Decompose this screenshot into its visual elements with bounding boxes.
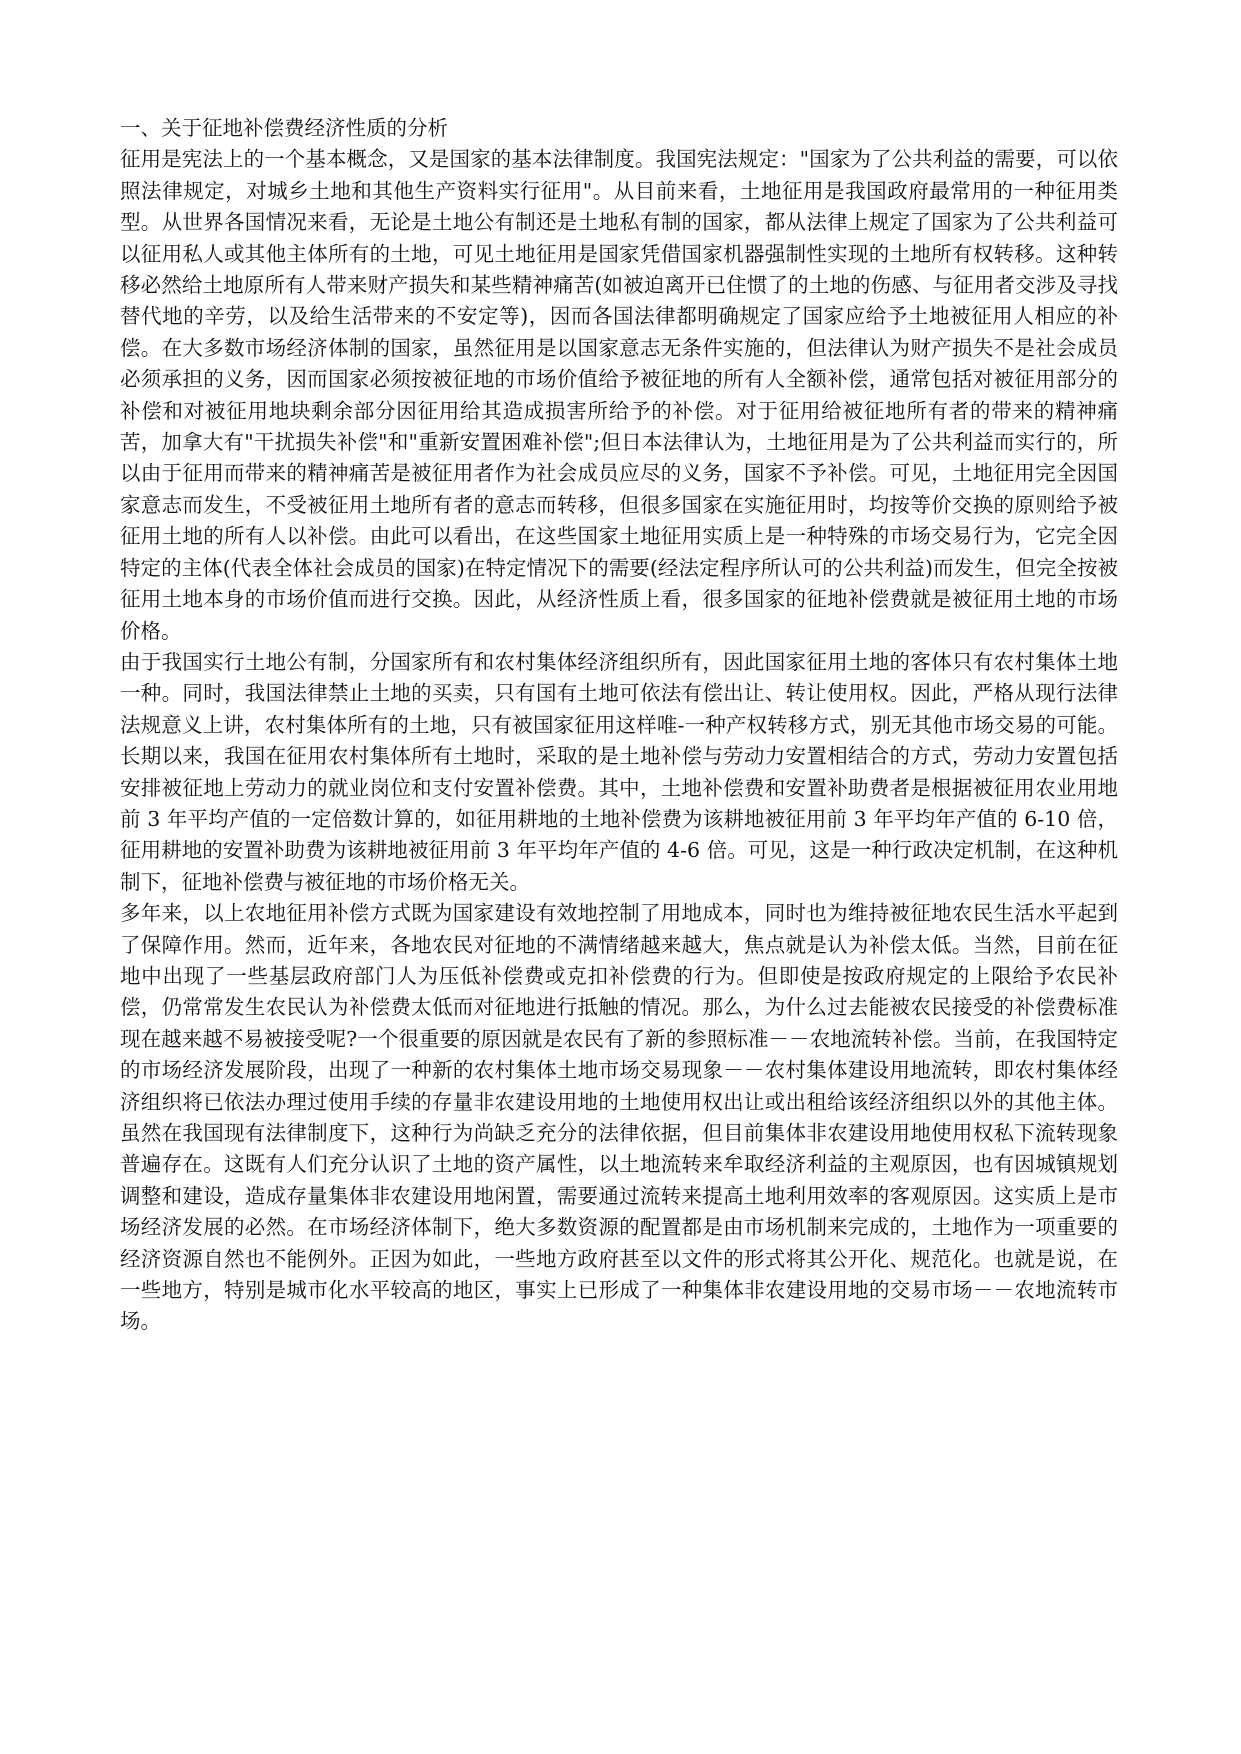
paragraph-1: 征用是宪法上的一个基本概念，又是国家的基本法律制度。我国宪法规定："国家为了公共利益的需要，可以依照法律规定，对城乡土地和其他生产资料实行征用"。从目前来看，土地征用是我国政府最常用的一种征用类型。从世界各国情况来看，无论是土地公有制还是土地私有制的国家，都从法律上规定了国家为了公共利益可以征用私人或其他主体所有的土地，可见土地征用是国家凭借国家机器强制性实现的土地所有权转移。这种转移必然给土地原所有人带来财产损失和某些精神痛苦(如被迫离开已住惯了的土地的伤感、与征用者交涉及寻找替代地的辛劳，以及给生活带来的不安定等)，因而各国法律都明确规定了国家应给予土地被征用人相应的补偿。在大多数市场经济体制的国家，虽然征用是以国家意志无条件实施的，但法律认为财产损失不是社会成员必须承担的义务，因而国家必须按被征地的市场价值给予被征地的所有人全额补偿，通常包括对被征用部分的补偿和对被征用地块剩余部分因征用给其造成损害所给予的补偿。对于征用给被征地所有者的带来的精神痛苦，加拿大有"干扰损失补偿"和"重新安置困难补偿";但日本法律认为，土地征用是为了公共利益而实行的，所以由于征用而带来的精神痛苦是被征用者作为社会成员应尽的义务，国家不予补偿。可见，土地征用完全因国家意志而发生，不受被征用土地所有者的意志而转移，但很多国家在实施征用时，均按等价交换的原则给予被征用土地的所有人以补偿。由此可以看出，在这些国家土地征用实质上是一种特殊的市场交易行为，它完全因特定的主体(代表全体社会成员的国家)在特定情况下的需要(经法定程序所认可的公共利益)而发生，但完全按被征用土地本身的市场价值而进行交换。因此，从经济性质上看，很多国家的征地补偿费就是被征用土地的市场价格。 (120, 147, 1118, 643)
paragraph-3: 多年来，以上农地征用补偿方式既为国家建设有效地控制了用地成本，同时也为维持被征地农民生活水平起到了保障作用。然而，近年来，各地农民对征地的不满情绪越来越大，焦点就是认为补偿太低。当然，目前在征地中出现了一些基层政府部门人为压低补偿费或克扣补偿费的行为。但即使是按政府规定的上限给予农民补偿，仍常常发生农民认为补偿费太低而对征地进行抵触的情况。那么，为什么过去能被农民接受的补偿费标准现在越来越不易被接受呢?一个很重要的原因就是农民有了新的参照标准－－农地流转补偿。当前，在我国特定的市场经济发展阶段，出现了一种新的农村集体土地市场交易现象－－农村集体建设用地流转，即农村集体经济组织将已依法办理过使用手续的存量非农建设用地的土地使用权出让或出租给该经济组织以外的其他主体。虽然在我国现有法律制度下，这种行为尚缺乏充分的法律依据，但目前集体非农建设用地使用权私下流转现象普遍存在。这既有人们充分认识了土地的资产属性，以土地流转来牟取经济利益的主观原因，也有因城镇规划调整和建设，造成存量集体非农建设用地闲置，需要通过流转来提高土地利用效率的客观原因。这实质上是市场经济发展的必然。在市场经济体制下，绝大多数资源的配置都是由市场机制来完成的，土地作为一项重要的经济资源自然也不能例外。正因为如此，一些地方政府甚至以文件的形式将其公开化、规范化。也就是说，在一些地方，特别是城市化水平较高的地区，事实上已形成了一种集体非农建设用地的交易市场－－农地流转市场。 (120, 901, 1118, 1334)
section-heading: 一、关于征地补偿费经济性质的分析 (120, 116, 448, 140)
document-page (120, 113, 1118, 1338)
paragraph-2: 由于我国实行土地公有制，分国家所有和农村集体经济组织所有，因此国家征用土地的客体只有农村集体土地一种。同时，我国法律禁止土地的买卖，只有国有土地可依法有偿出让、转让使用权。因此，严格从现行法律法规意义上讲，农村集体所有的土地，只有被国家征用这样唯-一种产权转移方式，别无其他市场交易的可能。长期以来，我国在征用农村集体所有土地时，采取的是土地补偿与劳动力安置相结合的方式，劳动力安置包括安排被征地上劳动力的就业岗位和支付安置补偿费。其中，土地补偿费和安置补助费者是根据被征用农业用地前 3 年平均产值的一定倍数计算的，如征用耕地的土地补偿费为该耕地被征用前 3 年平均年产值的 6-10 倍，征用耕地的安置补助费为该耕地被征用前 3 年平均年产值的 4-6 倍。可见，这是一种行政决定机制，在这种机制下，征地补偿费与被征地的市场价格无关。 (120, 649, 1118, 894)
